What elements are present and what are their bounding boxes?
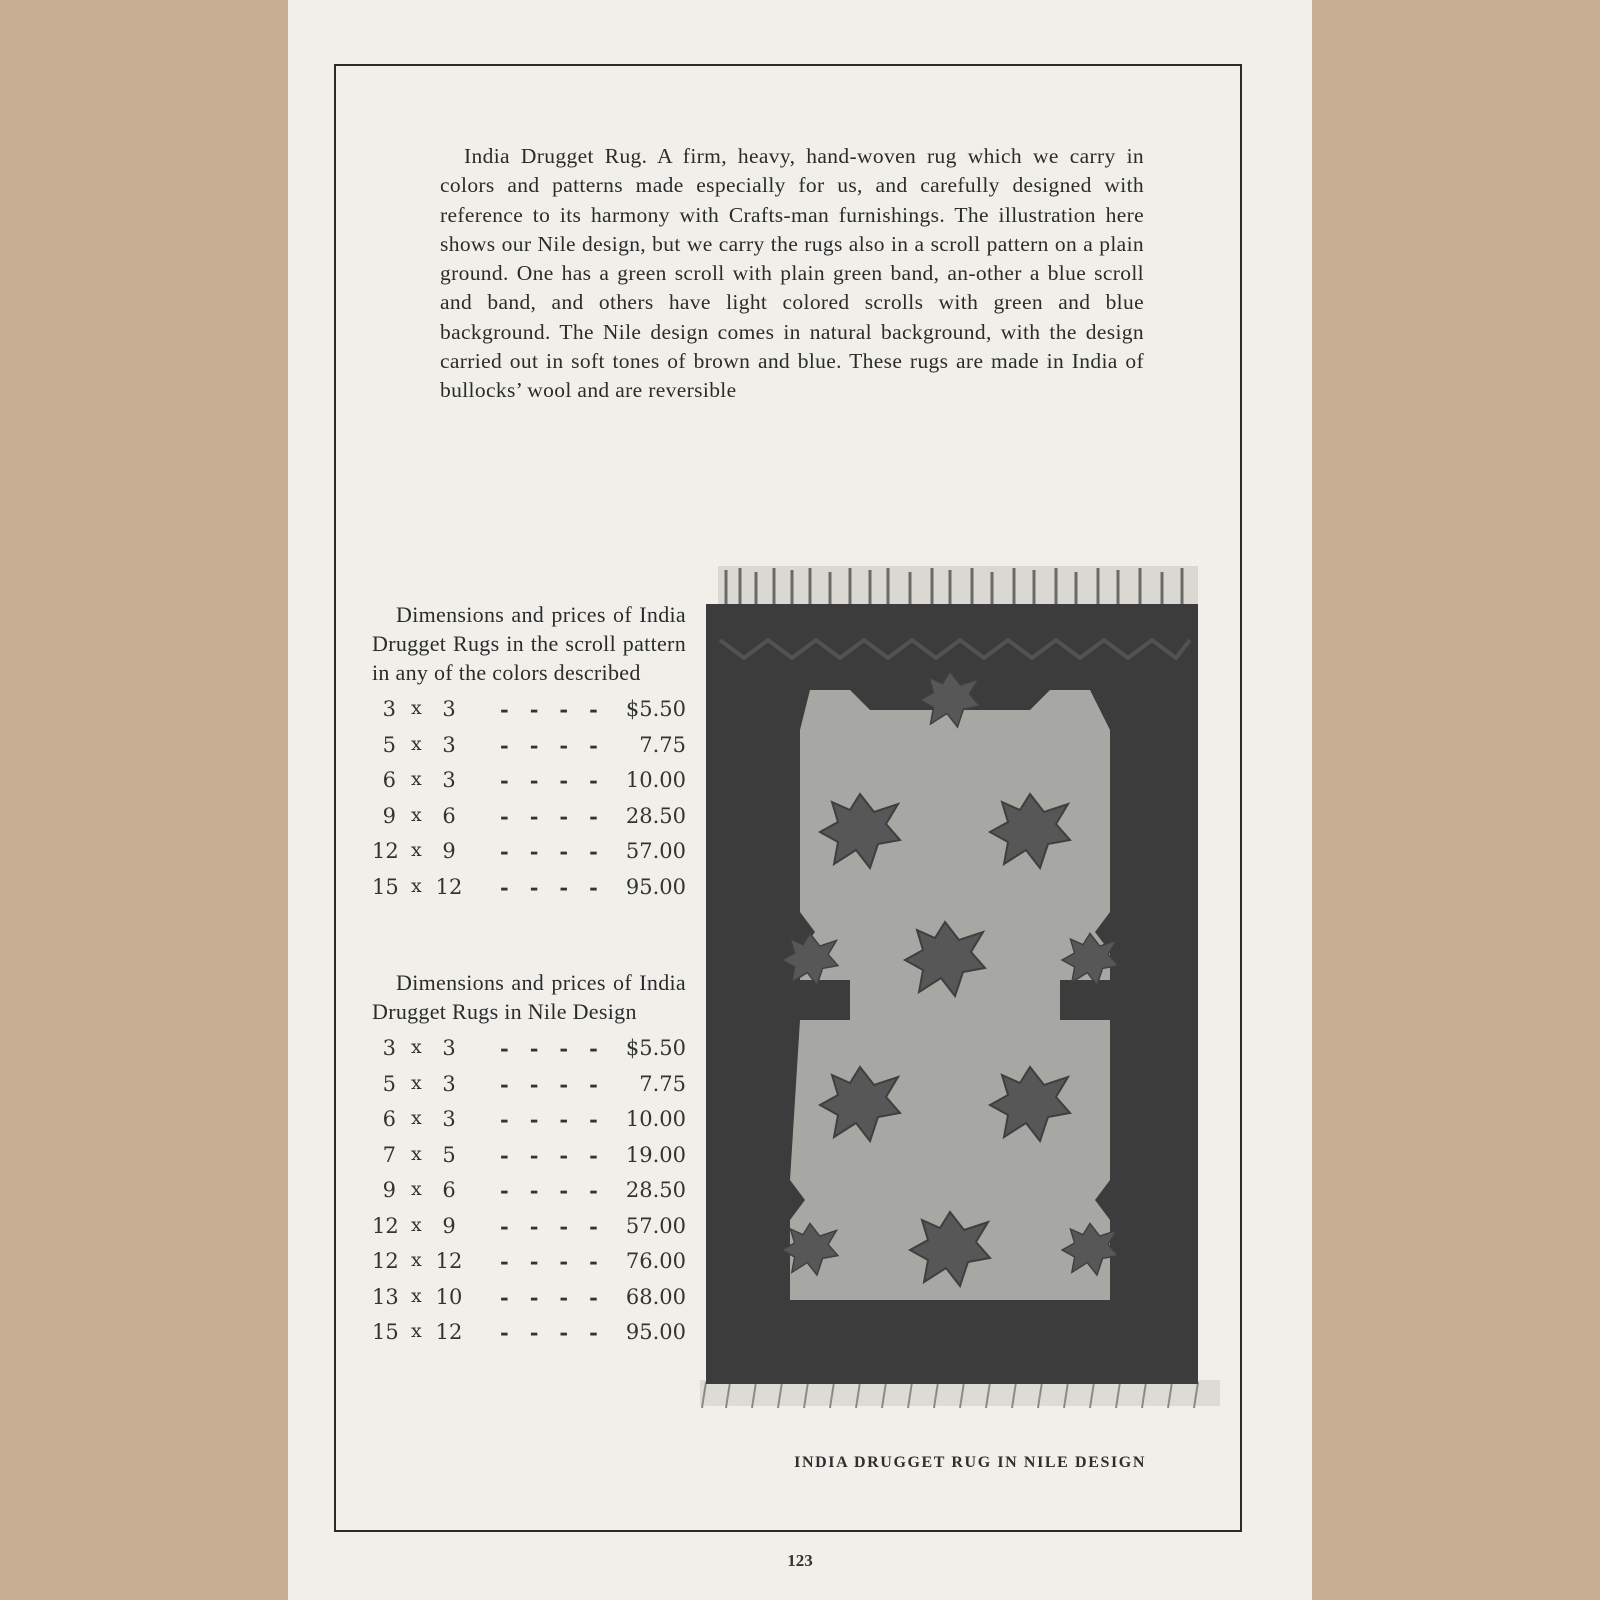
dimension-length: 10 xyxy=(435,1284,463,1309)
price-value: 95.00 xyxy=(625,874,686,899)
dimension-width: 7 xyxy=(382,1142,396,1167)
price-value: 10.00 xyxy=(625,768,686,792)
book-page xyxy=(288,0,1312,1600)
dimension-separator: x xyxy=(411,1284,422,1307)
rug-top-fringe xyxy=(718,566,1198,606)
rug-photo xyxy=(700,560,1240,1440)
price-value: 76.00 xyxy=(625,1249,686,1273)
dimension-length: 9 xyxy=(442,839,456,863)
dimension-separator: x xyxy=(411,803,422,826)
dimension-separator: x xyxy=(411,732,422,755)
price-value: 68.00 xyxy=(625,1284,686,1309)
nile-table-rows xyxy=(372,1034,686,1354)
dimension-separator: x xyxy=(411,1107,422,1129)
nile-table-title: Dimensions and prices of India Drugget Rugs in Nile Design xyxy=(372,970,686,1024)
leader-dashes: ---- xyxy=(500,1178,619,1203)
dimension-length: 12 xyxy=(435,874,463,899)
dimension-width: 12 xyxy=(372,1249,399,1273)
dimension-width: 9 xyxy=(382,1178,396,1202)
dimension-length: 6 xyxy=(442,803,456,828)
price-row xyxy=(372,1034,686,1070)
page-number: 123 xyxy=(787,1551,813,1570)
price-value: 7.75 xyxy=(639,1071,686,1096)
leader-dashes: ---- xyxy=(500,1249,619,1274)
dimension-separator: x xyxy=(411,874,422,897)
leader-dashes: ---- xyxy=(500,1284,619,1310)
dimension-separator: x xyxy=(411,1036,422,1058)
price-value: 28.50 xyxy=(625,803,686,828)
leader-dashes: ---- xyxy=(500,1071,619,1097)
dimension-separator: x xyxy=(411,1213,422,1236)
dimension-width: 13 xyxy=(372,1284,399,1309)
price-row xyxy=(372,1176,686,1212)
scroll-table-title: Dimensions and prices of India Drugget Rugs in the scroll pattern in any of the colors described xyxy=(372,602,686,685)
price-row xyxy=(372,1318,686,1354)
dimension-width: 6 xyxy=(382,1107,396,1131)
price-row xyxy=(372,837,686,873)
dimension-length: 3 xyxy=(442,1071,456,1096)
leader-dashes: ---- xyxy=(500,803,619,829)
dimension-width: 3 xyxy=(382,697,396,721)
price-row xyxy=(372,873,686,909)
price-row xyxy=(372,1212,686,1248)
leader-dashes: ---- xyxy=(500,1142,619,1168)
dimension-length: 3 xyxy=(442,697,456,721)
price-value: 57.00 xyxy=(625,1213,686,1238)
intro-paragraph: India Drugget Rug. A firm, heavy, hand-woven rug which we carry in colors and patterns made especially for us, and carefully designed with reference to its harmony with Crafts-man furnishings. The illustration here shows our Nile design, but we carry the rugs also in a scroll pattern on a plain ground. One has a green scroll with plain green band, an-other a blue scroll and band, and others have light colored scrolls with green and blue background. The Nile design comes in natural background, with the design carried out in soft tones of brown and blue. These rugs are made in India of bullocks’ wool and are reversible xyxy=(440,144,1144,403)
price-row xyxy=(372,1141,686,1177)
leader-dashes: ---- xyxy=(500,732,619,758)
price-row xyxy=(372,766,686,802)
dimension-length: 9 xyxy=(442,1213,456,1238)
rug-caption: INDIA DRUGGET RUG IN NILE DESIGN xyxy=(794,1454,1146,1471)
dimension-separator: x xyxy=(411,839,422,861)
dimension-separator: x xyxy=(411,1178,422,1200)
leader-dashes: ---- xyxy=(500,1036,619,1061)
dimension-separator: x xyxy=(411,697,422,719)
leader-dashes: ---- xyxy=(500,1320,619,1345)
dimension-width: 12 xyxy=(372,839,399,863)
dimension-length: 3 xyxy=(442,768,456,792)
scroll-table-rows xyxy=(372,695,686,908)
dimension-width: 15 xyxy=(372,874,399,899)
dimension-length: 5 xyxy=(442,1142,456,1167)
price-value: 95.00 xyxy=(625,1320,686,1344)
dimension-width: 9 xyxy=(382,803,396,828)
leader-dashes: ---- xyxy=(500,1107,619,1132)
price-value: 7.75 xyxy=(639,732,686,757)
dimension-width: 15 xyxy=(372,1320,399,1344)
rug-illustration xyxy=(700,560,1240,1440)
leader-dashes: ---- xyxy=(500,1213,619,1239)
price-value: 57.00 xyxy=(625,839,686,863)
price-value: $5.50 xyxy=(625,1036,686,1060)
dimension-width: 6 xyxy=(382,768,396,792)
leader-dashes: ---- xyxy=(500,839,619,864)
dimension-length: 3 xyxy=(442,1107,456,1131)
dimension-width: 5 xyxy=(382,732,396,757)
leader-dashes: ---- xyxy=(500,697,619,722)
dimension-width: 12 xyxy=(372,1213,399,1238)
rug-bottom-fringe xyxy=(700,1380,1220,1408)
nile-price-table xyxy=(372,968,686,1354)
dimension-length: 12 xyxy=(435,1249,463,1273)
dimension-separator: x xyxy=(411,768,422,790)
price-value: 28.50 xyxy=(625,1178,686,1202)
dimension-width: 5 xyxy=(382,1071,396,1096)
price-row xyxy=(372,731,686,767)
price-row xyxy=(372,1070,686,1106)
price-row xyxy=(372,802,686,838)
dimension-length: 3 xyxy=(442,732,456,757)
dimension-separator: x xyxy=(411,1142,422,1165)
dimension-length: 12 xyxy=(435,1320,463,1344)
price-row xyxy=(372,1105,686,1141)
dimension-width: 3 xyxy=(382,1036,396,1060)
dimension-separator: x xyxy=(411,1071,422,1094)
price-row xyxy=(372,1283,686,1319)
dimension-length: 3 xyxy=(442,1036,456,1060)
price-row xyxy=(372,1247,686,1283)
scroll-price-table xyxy=(372,600,686,908)
leader-dashes: ---- xyxy=(500,874,619,900)
price-value: 10.00 xyxy=(625,1107,686,1131)
dimension-separator: x xyxy=(411,1320,422,1342)
dimension-length: 6 xyxy=(442,1178,456,1202)
price-value: 19.00 xyxy=(625,1142,686,1167)
price-row xyxy=(372,695,686,731)
leader-dashes: ---- xyxy=(500,768,619,793)
price-value: $5.50 xyxy=(625,697,686,721)
dimension-separator: x xyxy=(411,1249,422,1271)
